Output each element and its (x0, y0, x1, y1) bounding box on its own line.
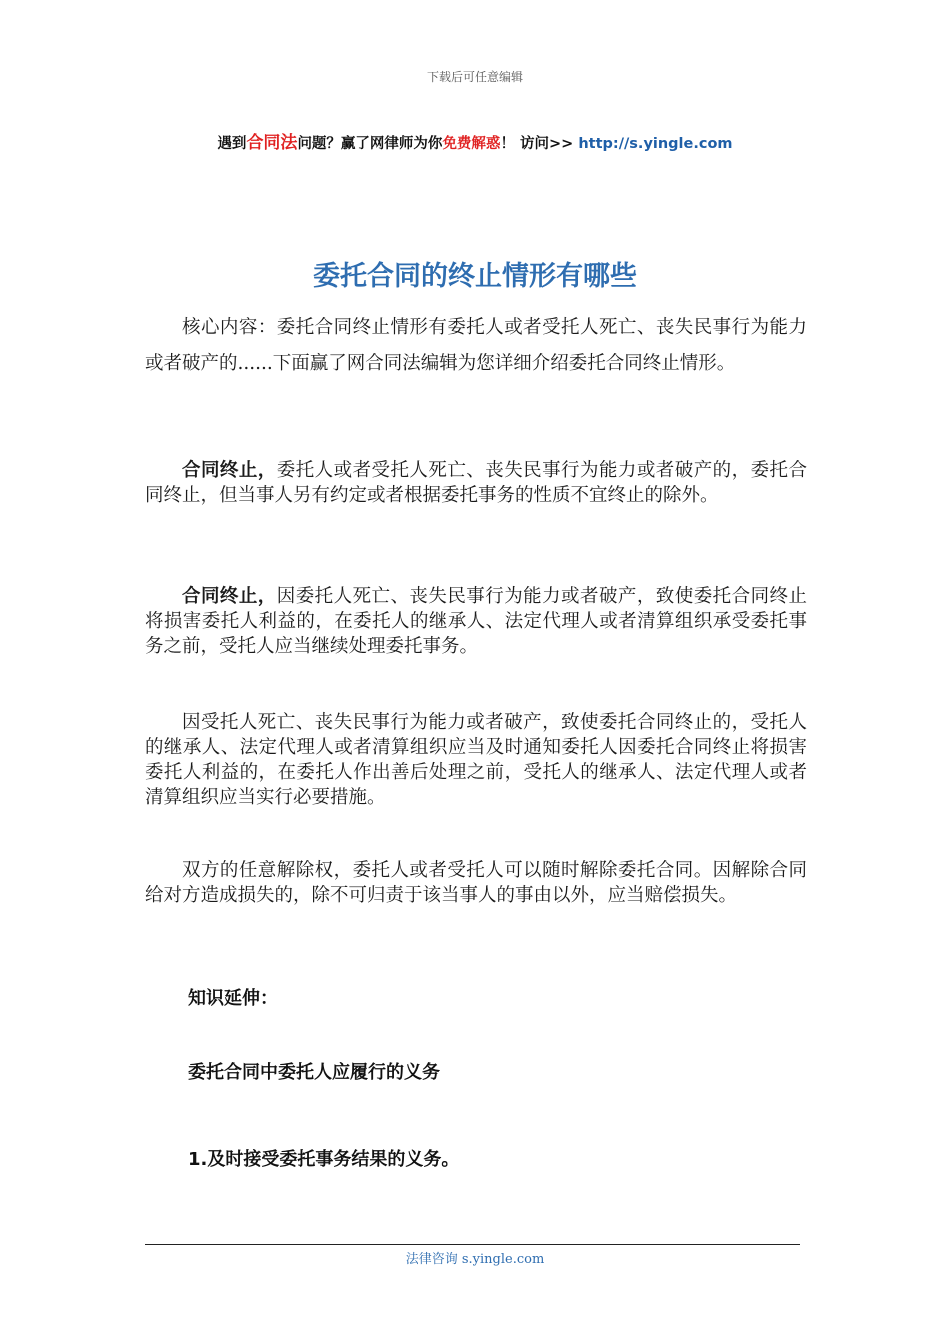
paragraph-text: 因委托人死亡、丧失民事行为能力或者破产，致使委托合同终止将损害委托人利益的，在委托人的继承人、法定代理人或者清算组织承受委托事务之前，受托人应当继续处理委托事务。 (145, 586, 807, 657)
top-note: 下载后可任意编辑 (426, 70, 523, 84)
paragraph-lead: 合同终止， (182, 460, 277, 481)
ad-link[interactable]: http://s.yingle.com (578, 136, 733, 152)
paragraph-rescission-right (145, 858, 807, 908)
paragraph-lead: 合同终止， (182, 586, 277, 607)
footer-divider (145, 1244, 800, 1245)
paragraph-text: 委托人或者受托人死亡、丧失民事行为能力或者破产的，委托合同终止，但当事人另有约定或者根据委托事务的性质不宜终止的除外。 (145, 460, 807, 506)
document-title: 委托合同的终止情形有哪些 (313, 261, 637, 292)
ad-text-2: 问题？赢了网律师为你 (297, 136, 443, 152)
ad-highlight-contract-law: 合同法 (246, 133, 298, 153)
paragraph-trustee-death (145, 710, 807, 810)
paragraph-termination-1 (145, 458, 807, 508)
paragraph-text: 双方的任意解除权，委托人或者受托人可以随时解除委托合同。因解除合同给对方造成损失的，除不可归责于该当事人的事由以外，应当赔偿损失。 (145, 860, 807, 906)
heading-obligation-1: 1.及时接受委托事务结果的义务。 (188, 1149, 460, 1170)
ad-text-3: ！ 访问>> (500, 136, 579, 152)
heading-principal-obligations: 委托合同中委托人应履行的义务 (188, 1062, 440, 1083)
footer-link[interactable]: 法律咨询 s.yingle.com (405, 1252, 545, 1267)
paragraph-text: 核心内容：委托合同终止情形有委托人或者受托人死亡、丧失民事行为能力或者破产的......下面赢了网合同法编辑为您详细介绍委托合同终止情形。 (145, 317, 807, 374)
ad-banner (0, 128, 950, 153)
ad-highlight-free: 免费解惑 (442, 136, 501, 152)
paragraph-text: 因受托人死亡、丧失民事行为能力或者破产，致使委托合同终止的，受托人的继承人、法定代理人或者清算组织应当及时通知委托人因委托合同终止将损害委托人利益的，在委托人作出善后处理之前，受托人的继承人、法定代理人或者清算组织应当实行必要措施。 (145, 712, 807, 808)
heading-knowledge-extension: 知识延伸： (188, 988, 278, 1009)
paragraph-intro (145, 310, 807, 382)
paragraph-termination-2 (145, 584, 807, 659)
ad-text-1: 遇到 (217, 136, 247, 152)
